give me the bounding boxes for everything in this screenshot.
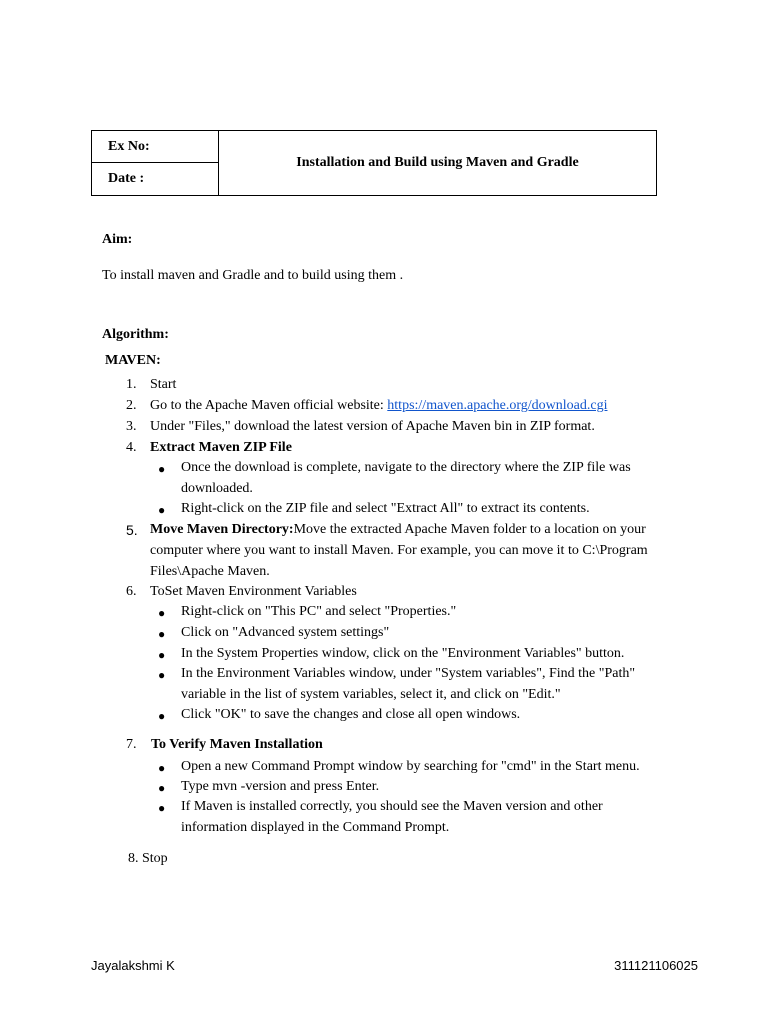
step-5-text: Move the extracted Apache Maven folder to a location on your (293, 522, 646, 537)
maven-download-link[interactable]: https://maven.apache.org/download.cgi (387, 398, 608, 413)
aim-heading: Aim: (102, 232, 133, 247)
bullet-icon: ● (158, 462, 166, 476)
step-number: 5. (126, 522, 138, 538)
footer-author-name: Jayalakshmi K (91, 958, 175, 973)
step-4-bullet-1-line-2: downloaded. (181, 481, 253, 496)
step-7-bullet-3-line-2: information displayed in the Command Prompt. (181, 820, 450, 835)
step-6-bullet-4-line-2: variable in the list of system variables, select it, and click on "Edit." (181, 687, 561, 702)
step-6-bullet-4-line-1: In the Environment Variables window, under "System variables", Find the "Path" (181, 666, 636, 681)
step-5-title: Move Maven Directory: (150, 522, 294, 537)
header-table (91, 130, 657, 196)
step-number: 7. (126, 737, 137, 752)
footer-register-number: 311121106025 (614, 958, 698, 973)
step-7-bullet-3-line-1: If Maven is installed correctly, you should see the Maven version and other (181, 799, 603, 814)
step-number: 1. (126, 377, 137, 392)
step-7-bullet-1: Open a new Command Prompt window by searching for "cmd" in the Start menu. (181, 759, 640, 774)
step-6-bullet-3: In the System Properties window, click on the "Environment Variables" button. (181, 646, 625, 661)
step-number: 3. (126, 419, 137, 434)
bullet-icon: ● (158, 627, 166, 641)
step-6-bullet-5: Click "OK" to save the changes and close all open windows. (181, 707, 521, 722)
bullet-icon: ● (158, 801, 166, 815)
step-5-line-3: Files\Apache Maven. (150, 564, 270, 579)
step-number: 4. (126, 440, 137, 455)
step-3: Under "Files," download the latest version of Apache Maven bin in ZIP format. (150, 419, 595, 434)
step-1: Start (150, 377, 177, 392)
step-7-title: To Verify Maven Installation (151, 737, 323, 752)
step-2-text: Go to the Apache Maven official website: (150, 398, 388, 413)
algorithm-heading: Algorithm: (102, 327, 169, 342)
bullet-icon: ● (158, 648, 166, 662)
date-label: Date : (92, 163, 219, 195)
step-number: 6. (126, 584, 137, 599)
step-6-bullet-2: Click on "Advanced system settings" (181, 625, 390, 640)
aim-text: To install maven and Gradle and to build using them . (102, 268, 404, 283)
ex-no-label: Ex No: (92, 131, 219, 163)
step-2 (150, 398, 607, 414)
step-7-bullet-2: Type mvn -version and press Enter. (181, 779, 380, 794)
step-4-bullet-1-line-1: Once the download is complete, navigate to the directory where the ZIP file was (181, 460, 631, 475)
bullet-icon: ● (158, 606, 166, 620)
step-4-bullet-2: Right-click on the ZIP file and select "Extract All" to extract its contents. (181, 501, 590, 516)
step-4-title: Extract Maven ZIP File (150, 440, 292, 455)
bullet-icon: ● (158, 781, 166, 795)
bullet-icon: ● (158, 668, 166, 682)
bullet-icon: ● (158, 503, 166, 517)
bullet-icon: ● (158, 709, 166, 723)
step-5-line-2: computer where you want to install Maven. For example, you can move it to C:\Program (150, 543, 648, 558)
step-5-line-1 (150, 522, 646, 538)
maven-subheading: MAVEN: (105, 353, 161, 368)
step-6: ToSet Maven Environment Variables (150, 584, 357, 599)
step-8: 8. Stop (128, 851, 168, 866)
step-number: 2. (126, 398, 137, 413)
document-title: Installation and Build using Maven and Gradle (296, 155, 579, 170)
bullet-icon: ● (158, 761, 166, 775)
step-6-bullet-1: Right-click on "This PC" and select "Properties." (181, 604, 457, 619)
